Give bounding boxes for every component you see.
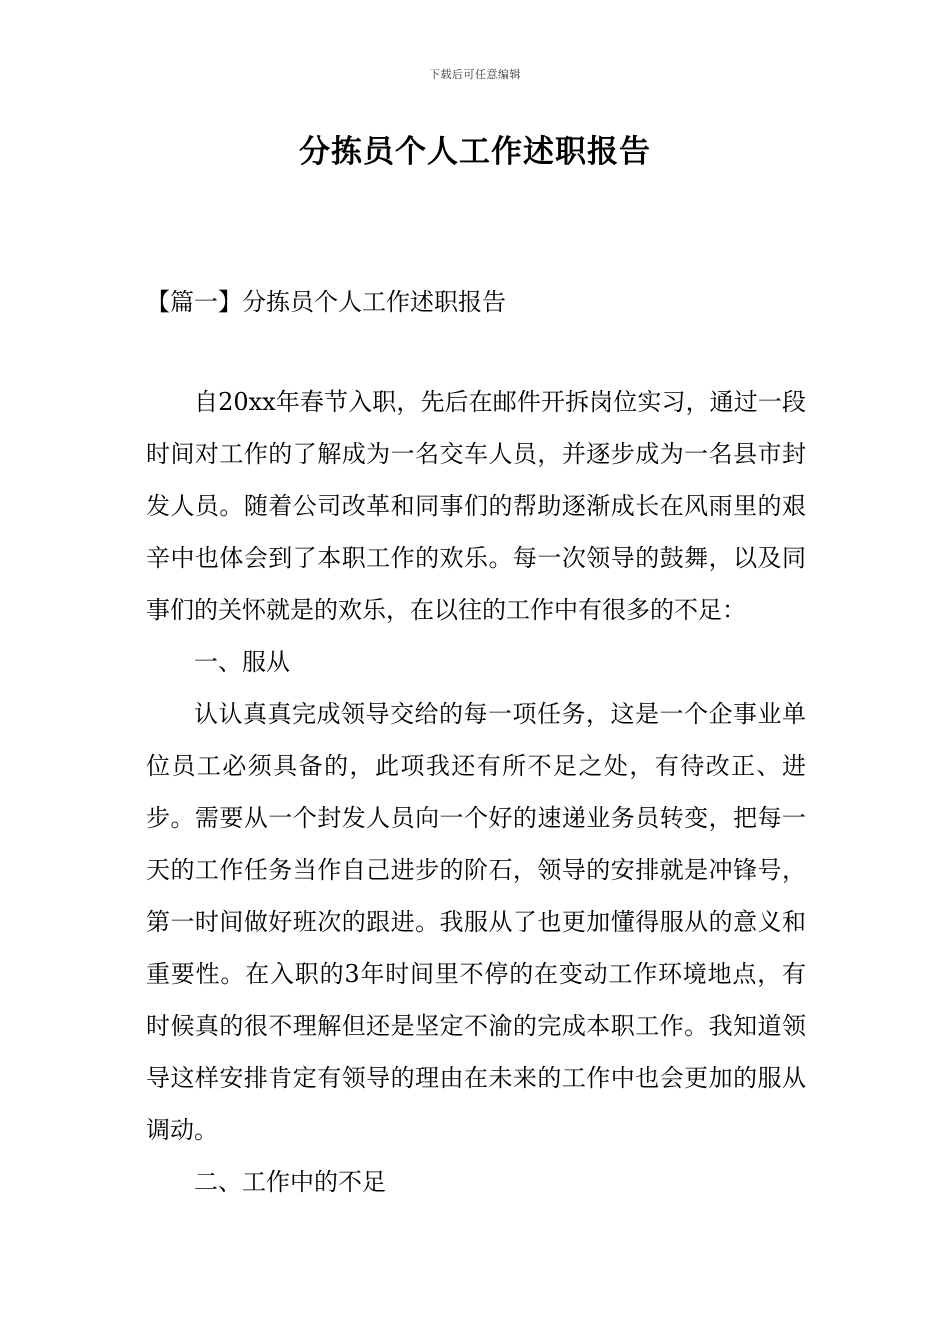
subheading-obedience: 一、服从: [194, 648, 290, 676]
header-note: 下载后可任意编辑: [429, 68, 521, 81]
obedience-paragraph: 认认真真完成领导交给的每一项任务，这是一个企事业单位员工必须具备的，此项我还有所不足之处，有待改正、进步。需要从一个封发人员向一个好的速递业务员转变，把每一天的工作任务当作自己进步的阶石，领导的安排就是冲锋号，第一时间做好班次的跟进。我服从了也更加懂得服从的意义和重要性。在入职的3年时间里不停的在变动工作环境地点，有时候真的很不理解但还是坚定不渝的完成本职工作。我知道领导这样安排肯定有领导的理由在未来的工作中也会更加的服从调动。: [146, 700, 806, 1144]
subheading-shortcomings: 二、工作中的不足: [194, 1168, 386, 1196]
section-heading: 【篇一】分拣员个人工作述职报告: [146, 288, 506, 316]
intro-paragraph: 自20xx年春节入职，先后在邮件开拆岗位实习，通过一段时间对工作的了解成为一名交车人员，并逐步成为一名县市封发人员。随着公司改革和同事们的帮助逐渐成长在风雨里的艰辛中也体会到了本职工作的欢乐。每一次领导的鼓舞，以及同事们的关怀就是的欢乐，在以往的工作中有很多的不足：: [146, 388, 806, 624]
document-body: [146, 376, 806, 1208]
document-title: 分拣员个人工作述职报告: [299, 134, 651, 170]
